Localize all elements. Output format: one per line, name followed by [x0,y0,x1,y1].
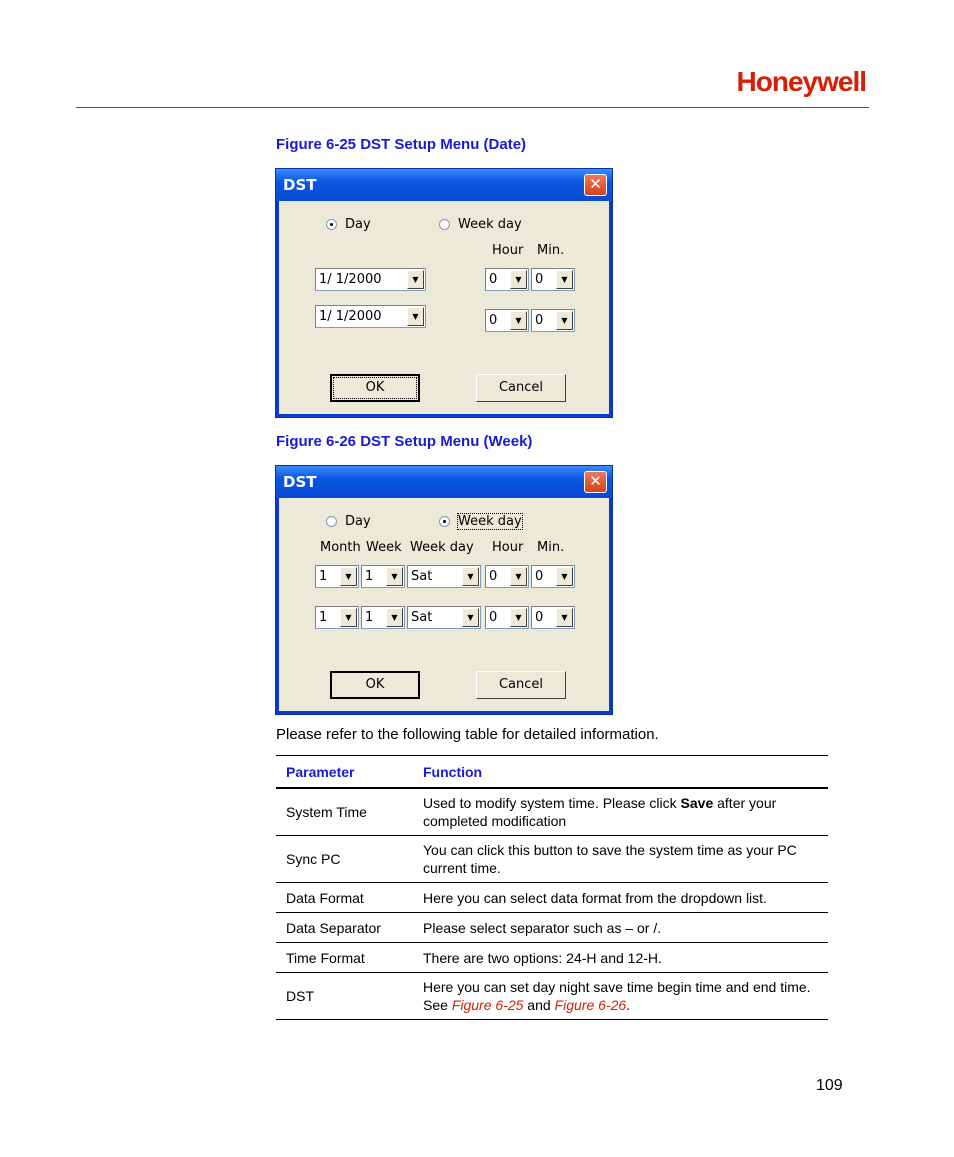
start-month-value: 1 [319,569,328,584]
radio-weekday-label: Week day [458,514,522,529]
function-text: . [626,997,631,1013]
week-header: Week [366,540,402,555]
table-row [276,943,828,973]
radio-weekday-indicator[interactable] [439,516,450,527]
end-date-picker[interactable] [315,305,426,328]
start-hour-value: 0 [489,272,498,287]
page-number: 109 [816,1077,843,1094]
start-date-picker[interactable] [315,268,426,291]
dialog-titlebar[interactable] [276,169,612,201]
start-weekday-value: Sat [411,569,433,584]
end-month-select[interactable] [315,606,359,629]
function-text: and [523,997,555,1013]
chevron-down-icon[interactable]: ▼ [386,567,403,586]
dst-dialog-date [275,168,613,418]
table-row [276,836,828,883]
end-hour-select[interactable] [485,606,529,629]
dialog-title: DST [283,473,317,491]
function-cell [413,973,828,1020]
chevron-down-icon[interactable]: ▼ [510,608,527,627]
start-min-value: 0 [535,569,544,584]
end-min-value: 0 [535,313,544,328]
close-icon[interactable]: ✕ [584,174,607,196]
parameter-column-header: Parameter [276,756,413,789]
chevron-down-icon[interactable]: ▼ [386,608,403,627]
end-hour-value: 0 [489,610,498,625]
chevron-down-icon[interactable]: ▼ [510,567,527,586]
function-column-header: Function [413,756,828,789]
dst-dialog-week [275,465,613,715]
table-row [276,883,828,913]
chevron-down-icon[interactable]: ▼ [556,311,573,330]
chevron-down-icon[interactable]: ▼ [510,270,527,289]
chevron-down-icon[interactable]: ▼ [462,567,479,586]
parameter-table [276,755,828,1020]
chevron-down-icon[interactable]: ▼ [407,270,424,289]
figure-6-25-caption: Figure 6-25 DST Setup Menu (Date) [276,136,527,153]
param-cell: Sync PC [276,836,413,883]
start-min-select[interactable] [531,268,575,291]
radio-weekday[interactable] [439,514,522,529]
radio-day-label: Day [345,217,371,232]
end-weekday-select[interactable] [407,606,481,629]
table-row [276,973,828,1020]
end-weekday-value: Sat [411,610,433,625]
end-month-value: 1 [319,610,328,625]
end-min-select[interactable] [531,606,575,629]
table-row [276,913,828,943]
figure-6-26-caption: Figure 6-26 DST Setup Menu (Week) [276,433,533,450]
chevron-down-icon[interactable]: ▼ [407,307,424,326]
month-header: Month [320,540,361,555]
function-cell: There are two options: 24-H and 12-H. [413,943,828,973]
start-min-value: 0 [535,272,544,287]
start-week-value: 1 [365,569,374,584]
function-cell: Here you can select data format from the dropdown list. [413,883,828,913]
start-weekday-select[interactable] [407,565,481,588]
start-week-select[interactable] [361,565,405,588]
radio-weekday-indicator[interactable] [439,219,450,230]
param-cell: Data Separator [276,913,413,943]
min-header: Min. [537,243,565,258]
function-text: after your completed modification [423,795,777,829]
table-row [276,788,828,836]
start-hour-value: 0 [489,569,498,584]
function-cell [413,788,828,836]
intro-text: Please refer to the following table for detailed information. [276,726,659,743]
param-cell: System Time [276,788,413,836]
end-min-select[interactable] [531,309,575,332]
hour-header: Hour [492,243,524,258]
start-hour-select[interactable] [485,268,529,291]
radio-weekday[interactable] [439,217,522,232]
end-min-value: 0 [535,610,544,625]
radio-day-indicator[interactable] [326,516,337,527]
end-hour-select[interactable] [485,309,529,332]
chevron-down-icon[interactable]: ▼ [556,567,573,586]
end-hour-value: 0 [489,313,498,328]
chevron-down-icon[interactable]: ▼ [340,567,357,586]
honeywell-logo: Honeywell [736,66,866,97]
close-icon[interactable]: ✕ [584,471,607,493]
param-cell: Time Format [276,943,413,973]
figure-6-25-link[interactable]: Figure 6-25 [451,997,524,1013]
start-date-value: 1/ 1/2000 [319,272,382,287]
param-cell: Data Format [276,883,413,913]
table-header-row [276,756,828,789]
function-text: Here you can set day night save time begin time and end time. See [423,979,811,1013]
radio-weekday-label: Week day [458,217,522,232]
radio-day-label: Day [345,514,371,529]
dialog-titlebar[interactable] [276,466,612,498]
dialog-title: DST [283,176,317,194]
weekday-header: Week day [410,540,474,555]
start-month-select[interactable] [315,565,359,588]
hour-header: Hour [492,540,524,555]
save-keyword: Save [680,795,714,811]
chevron-down-icon[interactable]: ▼ [510,311,527,330]
end-week-value: 1 [365,610,374,625]
ok-button[interactable]: OK [330,671,420,699]
cancel-button[interactable]: Cancel [476,671,566,699]
ok-button[interactable] [330,374,420,402]
chevron-down-icon[interactable]: ▼ [462,608,479,627]
chevron-down-icon[interactable]: ▼ [556,270,573,289]
start-min-select[interactable] [531,565,575,588]
header-rule [76,107,869,108]
end-week-select[interactable] [361,606,405,629]
param-cell: DST [276,973,413,1020]
chevron-down-icon[interactable]: ▼ [556,608,573,627]
end-date-value: 1/ 1/2000 [319,309,382,324]
ok-button-label: OK [334,378,416,398]
radio-day[interactable] [326,217,371,232]
function-cell: Please select separator such as – or /. [413,913,828,943]
min-header: Min. [537,540,565,555]
radio-day[interactable] [326,514,371,529]
dialog-body [279,498,609,711]
start-hour-select[interactable] [485,565,529,588]
cancel-button[interactable]: Cancel [476,374,566,402]
radio-day-indicator[interactable] [326,219,337,230]
figure-6-26-link[interactable]: Figure 6-26 [554,997,627,1013]
function-cell: You can click this button to save the system time as your PC current time. [413,836,828,883]
function-text: Used to modify system time. Please click [423,795,681,811]
dialog-body [279,201,609,414]
chevron-down-icon[interactable]: ▼ [340,608,357,627]
